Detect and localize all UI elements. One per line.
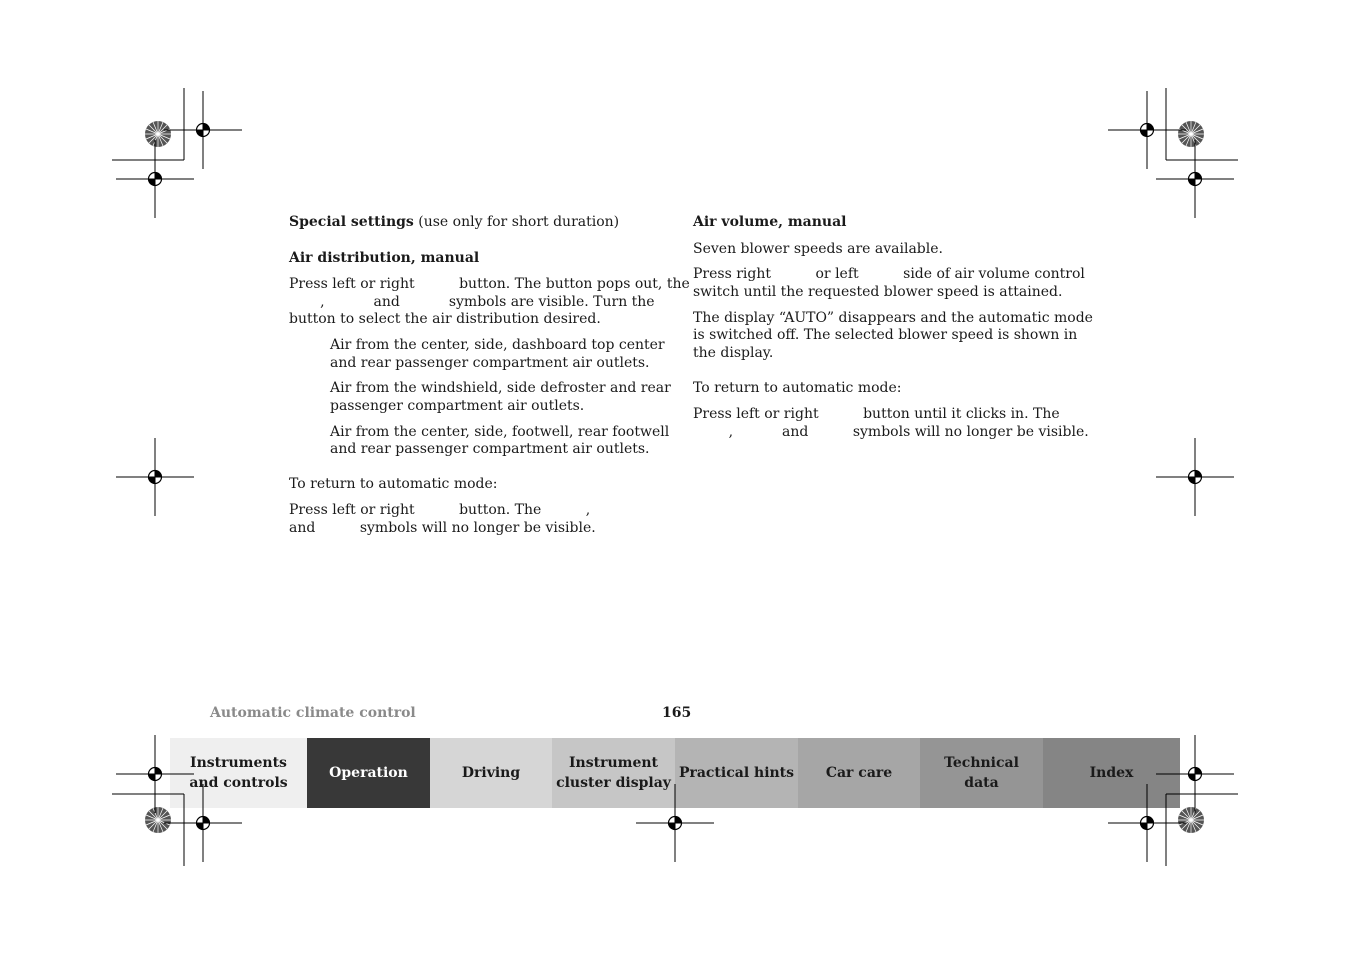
return-paragraph-right-line-1: Press left or right button until it clicks in. The <box>693 406 1060 422</box>
auto-display-paragraph-line-2: is switched off. The selected blower speed is shown in <box>693 327 1078 343</box>
page-number: 165 <box>662 705 692 721</box>
distribution-item-3-line-2: and rear passenger compartment air outlets. <box>330 441 650 457</box>
air-distribution-paragraph-line-1: Press left or right button. The button pops out, the <box>289 276 690 292</box>
air-volume-heading: Air volume, manual <box>693 214 847 230</box>
air-volume-paragraph-line-2: switch until the requested blower speed is attained. <box>693 284 1063 300</box>
auto-display-paragraph-line-1: The display “AUTO” disappears and the automatic mode <box>693 310 1093 326</box>
return-paragraph-right-line-2: , and symbols will no longer be visible. <box>693 424 1089 440</box>
tab-label: Practical hints <box>678 765 795 781</box>
section-title: Automatic climate control <box>210 705 416 721</box>
special-settings-note: (use only for short duration) <box>413 214 620 230</box>
tab-label-line-1: Instrument <box>569 755 658 771</box>
distribution-item-1-line-1: Air from the center, side, dashboard top center <box>330 337 665 353</box>
tab-label: Driving <box>461 765 521 781</box>
tab-label-line-1: Technical <box>944 755 1019 771</box>
special-settings-heading: Special settings <box>289 214 414 230</box>
air-distribution-heading: Air distribution, manual <box>289 250 480 266</box>
return-paragraph-left-line-1: Press left or right button. The , <box>289 502 591 518</box>
air-distribution-paragraph-line-2: , and symbols are visible. Turn the <box>289 294 655 310</box>
air-volume-paragraph-line-1: Press right or left side of air volume control <box>693 266 1085 282</box>
tab-label: Index <box>1089 765 1134 781</box>
return-paragraph-left-line-2: and symbols will no longer be visible. <box>289 520 596 536</box>
tab-label-line-1: Instruments <box>190 755 287 771</box>
tab-label-line-2: data <box>964 775 999 791</box>
distribution-item-3-line-1: Air from the center, side, footwell, rear footwell <box>330 424 670 440</box>
tab-label: Car care <box>825 765 893 781</box>
tab-label-line-2: and controls <box>189 775 288 791</box>
return-automatic-label-left: To return to automatic mode: <box>289 476 498 492</box>
tab-label: Operation <box>329 765 408 781</box>
air-distribution-paragraph-line-3: button to select the air distribution desired. <box>289 311 601 327</box>
auto-display-paragraph-line-3: the display. <box>693 345 774 361</box>
blower-speeds-text: Seven blower speeds are available. <box>693 241 943 257</box>
distribution-item-2-line-1: Air from the windshield, side defroster and rear <box>330 380 671 396</box>
distribution-item-2-line-2: passenger compartment air outlets. <box>330 398 585 414</box>
return-automatic-label-right: To return to automatic mode: <box>693 380 902 396</box>
distribution-item-1-line-2: and rear passenger compartment air outlets. <box>330 355 650 371</box>
tab-label-line-2: cluster display <box>556 775 671 791</box>
